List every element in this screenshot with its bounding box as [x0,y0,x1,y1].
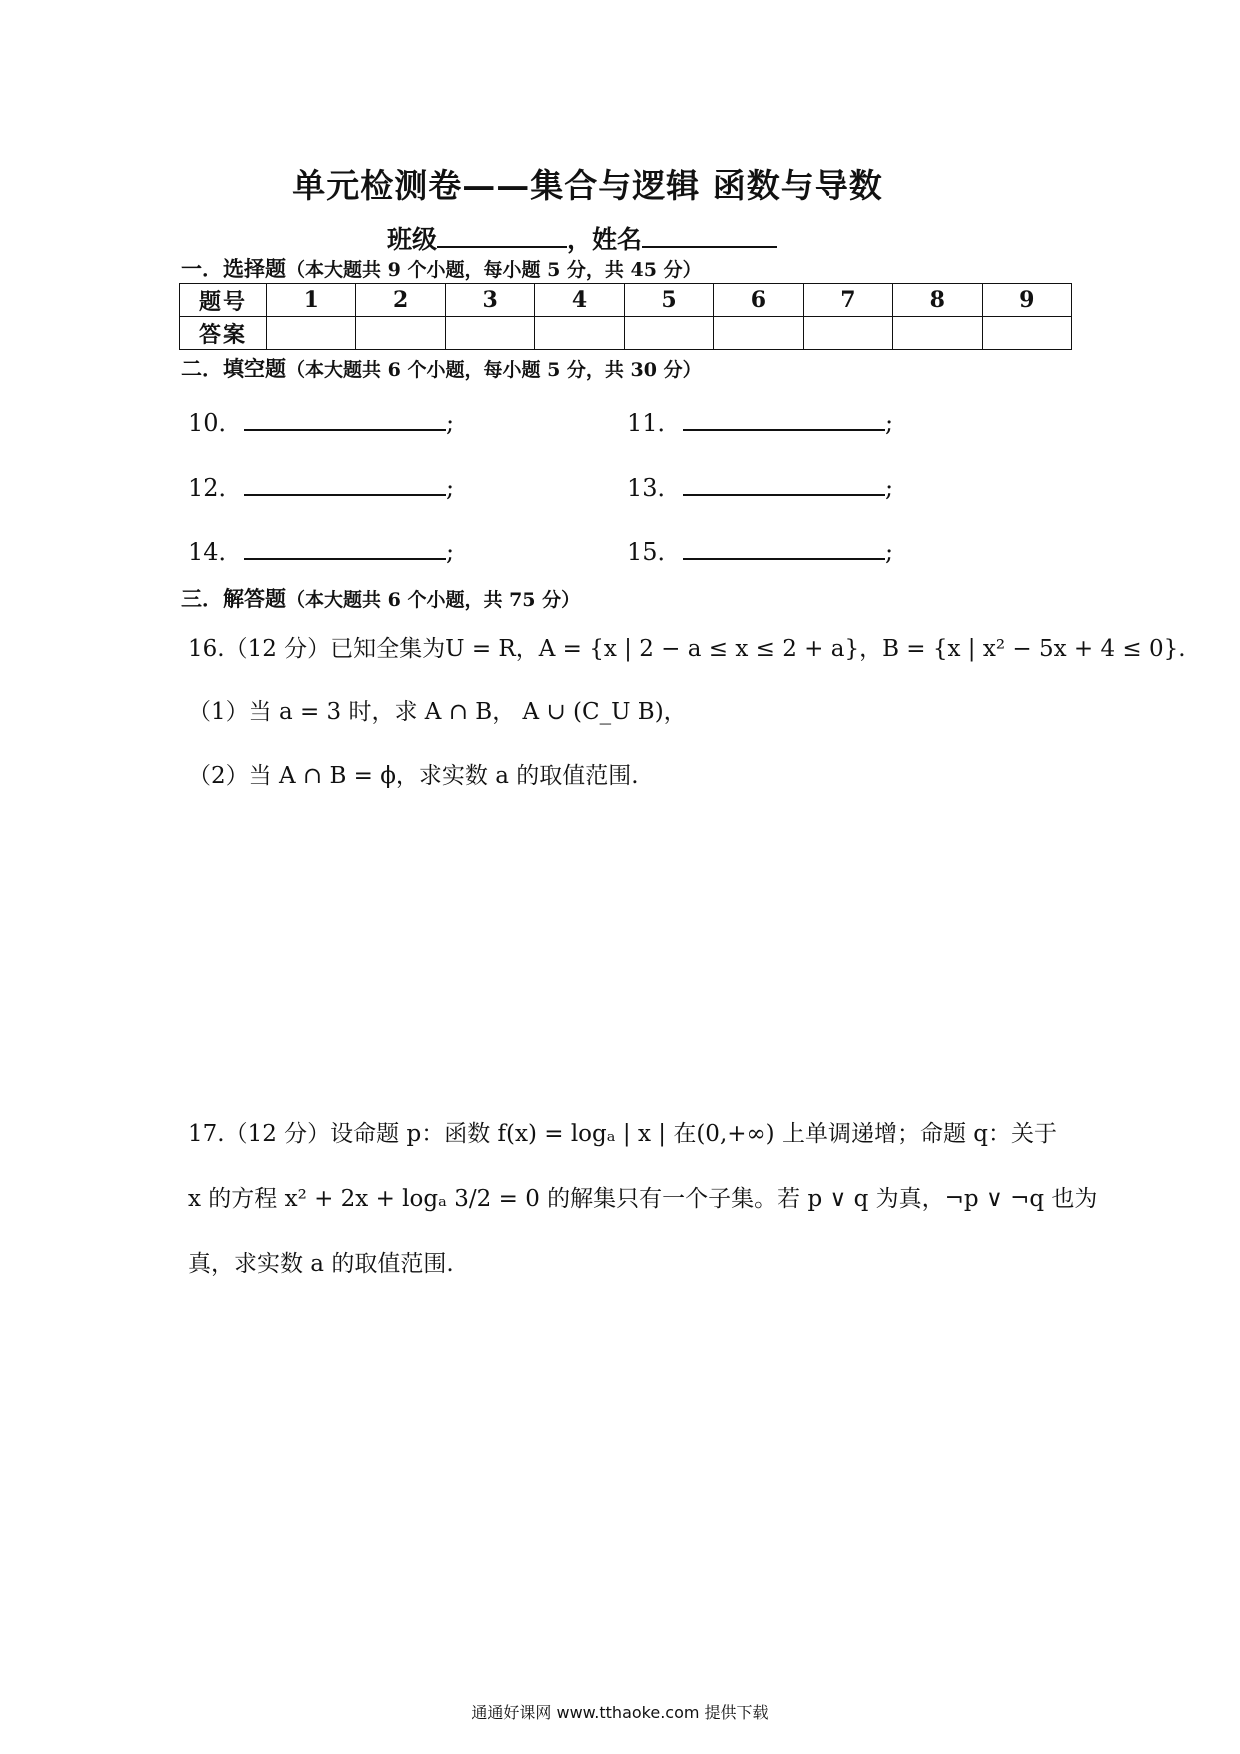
page-title: 单元检测卷——集合与逻辑 函数与导数 [292,166,883,205]
class-blank [437,226,567,248]
row-label-answer: 答案 [180,317,267,350]
question-17-line-2: x 的方程 x² + 2x + logₐ 3/2 = 0 的解集只有一个子集。若 p ∨ q 为真，¬p ∨ ¬q 也为 [188,1186,1098,1212]
table-row-answers [180,317,1072,350]
fill-blank[interactable] [244,478,446,496]
question-number: 3 [445,284,534,317]
answer-cell[interactable] [893,317,982,350]
answer-cell[interactable] [356,317,445,350]
question-number: 5 [624,284,713,317]
section-2-note: （本大题共 6 个小题，每小题 5 分，共 30 分） [286,359,702,381]
class-name-line [387,220,777,256]
class-label: 班级 [387,225,438,254]
question-number: 7 [803,284,892,317]
question-16-stem: 16.（12 分）已知全集为U = R，A = {x | 2 − a ≤ x ≤ 2 + a}，B = {x | x² − 5x + 4 ≤ 0}. [188,636,1186,662]
row-label-number: 题号 [180,284,267,317]
section-3-note: （本大题共 6 个小题，共 75 分） [286,589,581,611]
fill-item: 10． ; [188,409,455,437]
answer-cell[interactable] [624,317,713,350]
section-1-note: （本大题共 9 个小题，每小题 5 分，共 45 分） [286,259,702,281]
section-1-heading [181,253,702,283]
name-label: ，姓名 [567,225,643,254]
fill-blank[interactable] [683,542,885,560]
footer-text: 通通好课网 www.tthaoke.com 提供下载 [471,1703,769,1722]
answer-cell[interactable] [803,317,892,350]
question-16-part-1: （1）当 a = 3 时，求 A ∩ B， A ∪ (C_U B)， [188,699,687,725]
question-number: 1 [267,284,356,317]
fill-blank[interactable] [244,413,446,431]
question-number: 9 [982,284,1072,317]
fill-blank[interactable] [683,413,885,431]
question-number: 8 [893,284,982,317]
answer-cell[interactable] [267,317,356,350]
question-17-line-1: 17.（12 分）设命题 p：函数 f(x) = logₐ | x | 在(0,+∞) 上单调递增；命题 q：关于 [188,1121,1058,1147]
section-3-heading [181,583,580,613]
fill-item: 13． ; [627,474,894,502]
section-3-title: 三．解答题 [181,586,286,611]
answer-cell[interactable] [535,317,624,350]
fill-item: 15． ; [627,538,894,566]
answer-cell[interactable] [445,317,534,350]
section-2-heading [181,353,702,383]
question-number: 6 [714,284,803,317]
fill-blank[interactable] [683,478,885,496]
section-2-title: 二．填空题 [181,356,286,381]
fill-item: 14． ; [188,538,455,566]
question-16-part-2: （2）当 A ∩ B = ϕ，求实数 a 的取值范围. [188,763,639,789]
question-number: 2 [356,284,445,317]
answer-cell[interactable] [714,317,803,350]
name-blank [642,226,777,248]
answer-table [179,283,1072,350]
fill-blank[interactable] [244,542,446,560]
fill-item: 11． ; [627,409,894,437]
section-1-title: 一．选择题 [181,256,286,281]
answer-cell[interactable] [982,317,1072,350]
table-row-numbers [180,284,1072,317]
fill-item: 12． ; [188,474,455,502]
question-number: 4 [535,284,624,317]
question-17-line-3: 真，求实数 a 的取值范围. [188,1251,454,1277]
